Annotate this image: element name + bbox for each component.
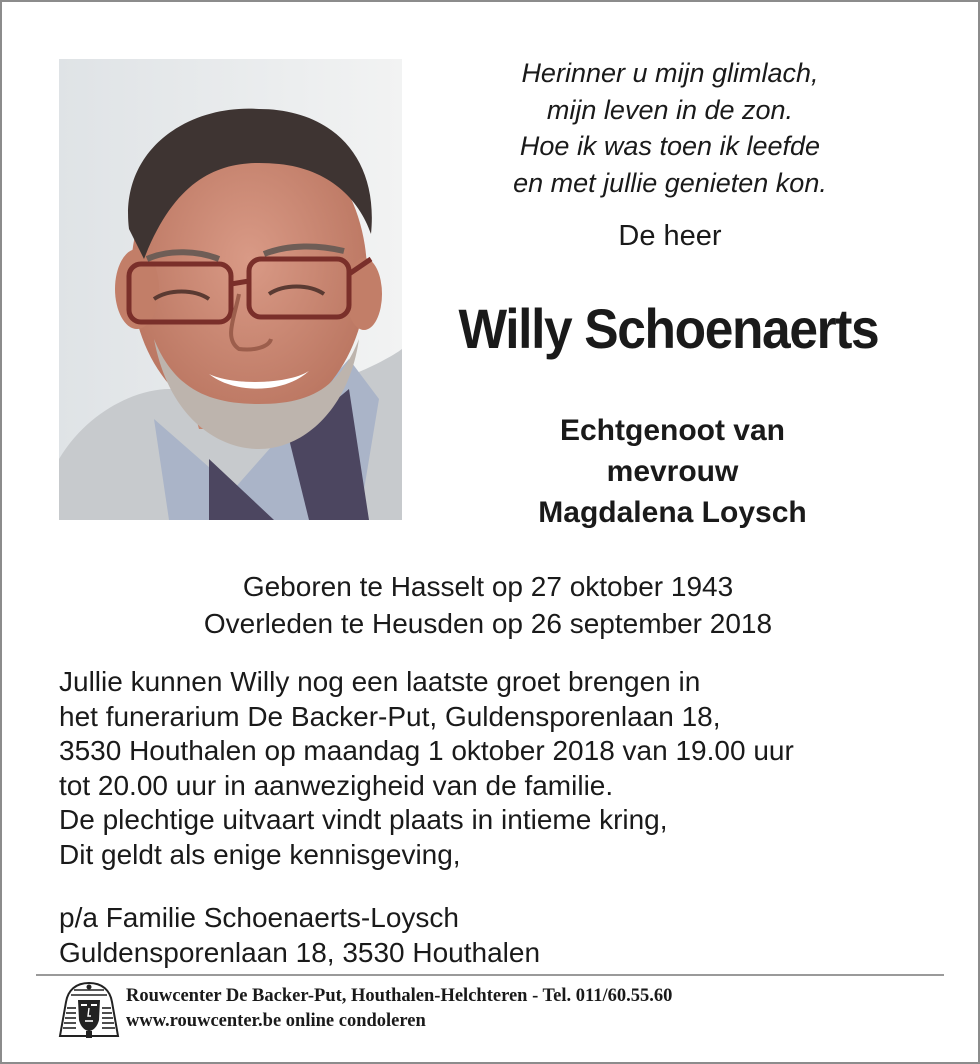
family-address bbox=[59, 901, 939, 970]
portrait-photo bbox=[59, 59, 402, 520]
spouse-line: mevrouw bbox=[606, 455, 739, 488]
deceased-name: Willy Schoenaerts bbox=[458, 297, 879, 360]
address-line: p/a Familie Schoenaerts-Loysch bbox=[59, 902, 459, 933]
footer-divider bbox=[36, 974, 944, 976]
funeral-home-contact: Rouwcenter De Backer-Put, Houthalen-Helchteren - Tel. 011/60.55.60 bbox=[126, 986, 673, 1006]
spouse-line: Echtgenoot van bbox=[559, 414, 785, 447]
poem bbox=[420, 55, 920, 201]
birth-line: Geboren te Hasselt op 27 oktober 1943 bbox=[242, 571, 734, 602]
announcement-text bbox=[59, 665, 939, 872]
portrait-photo-icon bbox=[59, 59, 402, 520]
death-line: Overleden te Heusden op 26 september 2018 bbox=[203, 608, 773, 639]
pharaoh-logo-icon bbox=[58, 980, 120, 1040]
address-line: Guldensporenlaan 18, 3530 Houthalen bbox=[59, 936, 541, 968]
announcement-line: 3530 Houthalen op maandag 1 oktober 2018 van 19.00 uur bbox=[59, 735, 794, 766]
announcement-line: Dit geldt als enige kennisgeving, bbox=[59, 838, 461, 870]
spouse-info bbox=[420, 410, 925, 533]
announcement-line: tot 20.00 uur in aanwezigheid van de familie. bbox=[59, 769, 614, 801]
announcement-line: Jullie kunnen Willy nog een laatste groet brengen in bbox=[59, 666, 701, 697]
poem-line: mijn leven in de zon. bbox=[546, 94, 794, 125]
announcement-line: De plechtige uitvaart vindt plaats in intieme kring, bbox=[59, 804, 668, 835]
life-dates bbox=[0, 568, 976, 642]
honorific: De heer bbox=[618, 220, 722, 252]
poem-line: en met jullie genieten kon. bbox=[513, 167, 827, 198]
spouse-line: Magdalena Loysch bbox=[538, 496, 807, 529]
poem-line: Hoe ik was toen ik leefde bbox=[519, 131, 821, 161]
poem-line: Herinner u mijn glimlach, bbox=[521, 58, 819, 88]
announcement-line: het funerarium De Backer-Put, Guldensporenlaan 18, bbox=[59, 700, 721, 732]
condolence-website[interactable]: www.rouwcenter.be online condoleren bbox=[126, 1011, 426, 1031]
funeral-home-footer bbox=[126, 984, 946, 1034]
